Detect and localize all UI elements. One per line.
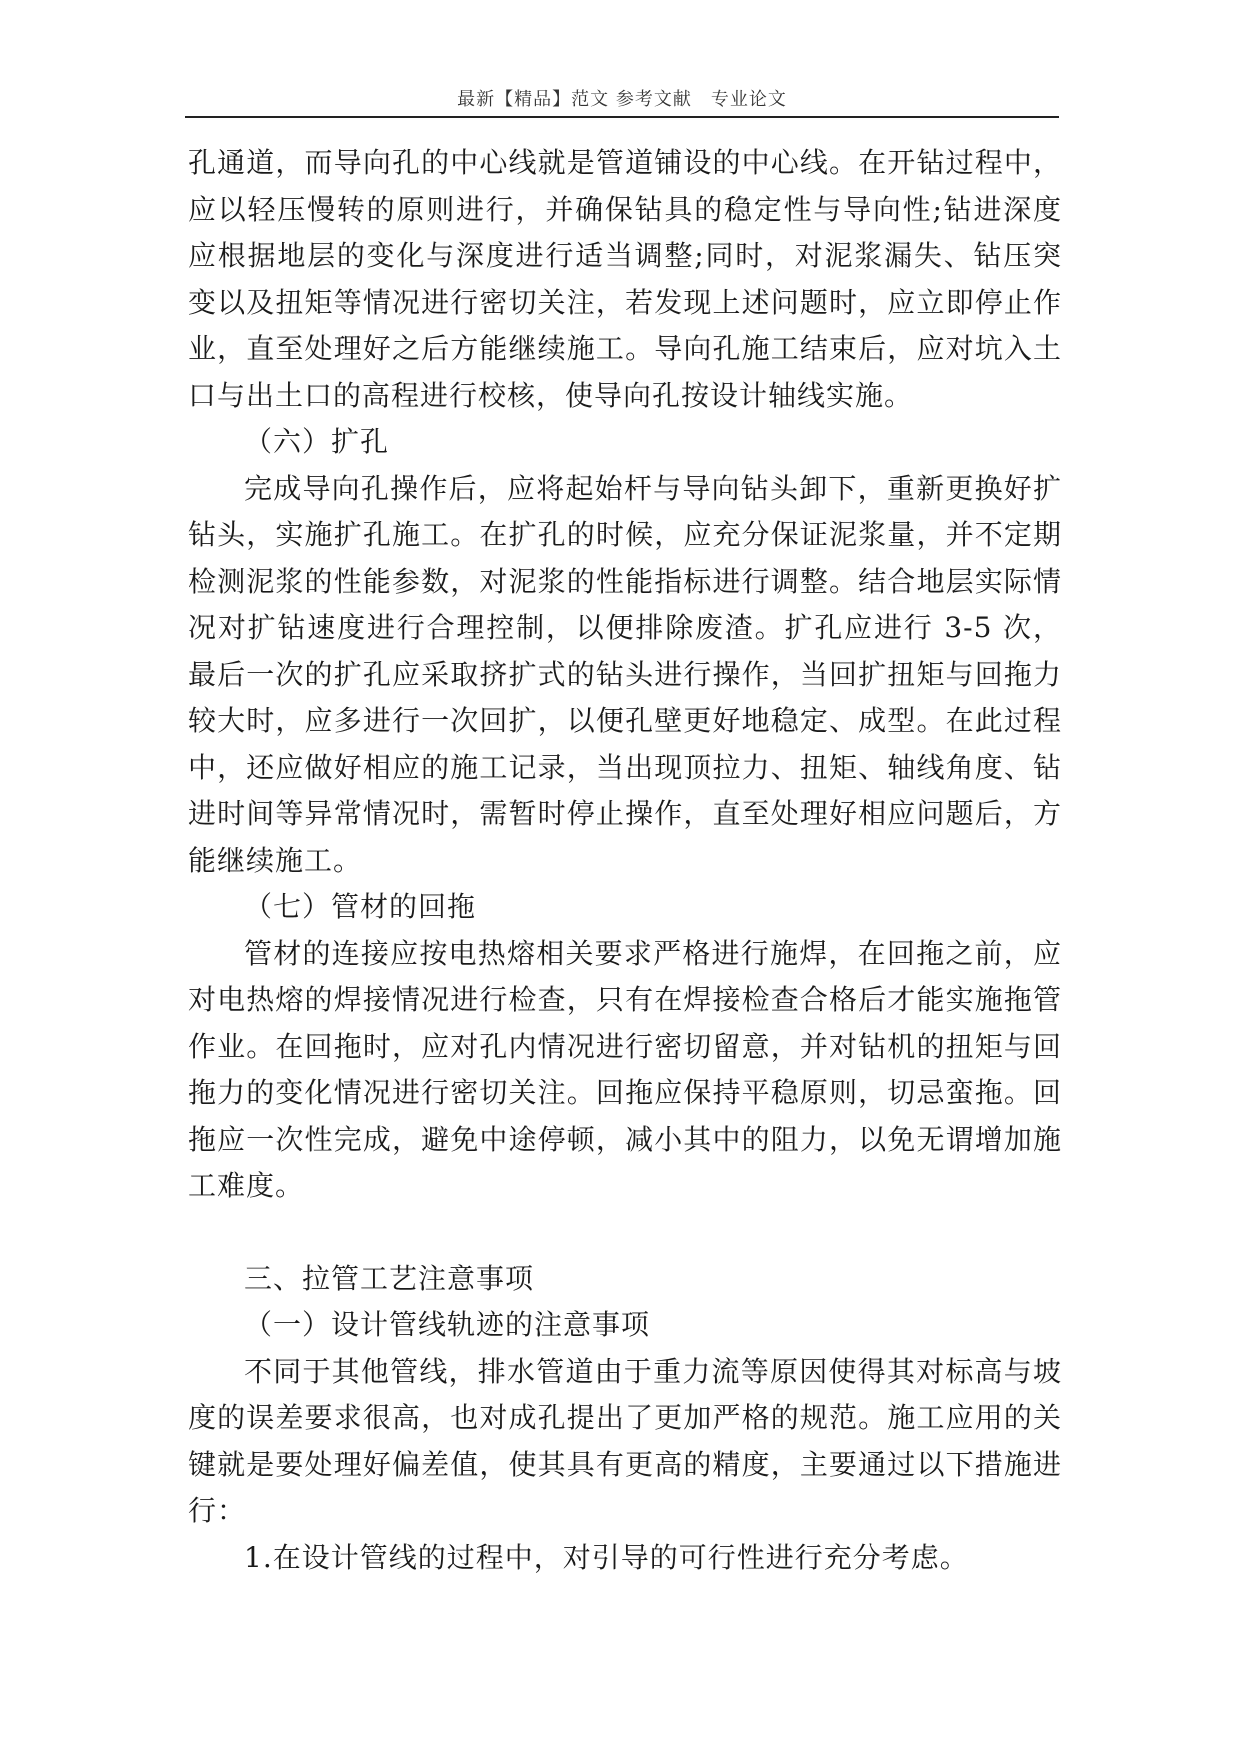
list-item-1: 1.在设计管线的过程中，对引导的可行性进行充分考虑。 (244, 1540, 969, 1574)
running-header: 最新【精品】范文 参考文献 专业论文 (457, 89, 787, 110)
header-rule (185, 116, 1059, 118)
paragraph-trajectory-design: 不同于其他管线，排水管道由于重力流等原因使得其对标高与坡度的误差要求很高，也对成孔提出了更加严格的规范。施工应用的关键就是要处理好偏差值，使其具有更高的精度，主要通过以下措施进行： (188, 1354, 1062, 1527)
section-gap (188, 1210, 1062, 1256)
document-body (188, 140, 1062, 1581)
paragraph-pipe-pullback: 管材的连接应按电热熔相关要求严格进行施焊，在回拖之前，应对电热熔的焊接情况进行检查，只有在焊接检查合格后才能实施拖管作业。在回拖时，应对孔内情况进行密切留意，并对钻机的扭矩与回拖力的变化情况进行密切关注。回拖应保持平稳原则，切忌蛮拖。回拖应一次性完成，避免中途停顿，减小其中的阻力，以免无谓增加施工难度。 (188, 936, 1062, 1202)
paragraph-guide-hole-continued: 孔通道，而导向孔的中心线就是管道铺设的中心线。在开钻过程中，应以轻压慢转的原则进行，并确保钻具的稳定性与导向性;钻进深度应根据地层的变化与深度进行适当调整;同时，对泥浆漏失、钻压突变以及扭矩等情况进行密切关注，若发现上述问题时，应立即停止作业，直至处理好之后方能继续施工。导向孔施工结束后，应对坑入土口与出土口的高程进行校核，使导向孔按设计轴线实施。 (188, 146, 1062, 412)
heading-pipe-pullback: （七）管材的回拖 (244, 890, 477, 923)
paragraph-reaming: 完成导向孔操作后，应将起始杆与导向钻头卸下，重新更换好扩钻头，实施扩孔施工。在扩孔的时候，应充分保证泥浆量，并不定期检测泥浆的性能参数，对泥浆的性能指标进行调整。结合地层实际情况对扩钻速度进行合理控制，以便排除废渣。扩孔应进行 3-5 次，最后一次的扩孔应采取挤扩式的钻头进行操作，当回扩扭矩与回拖力较大时，应多进行一次回扩，以便孔壁更好地稳定、成型。在此过程中，还应做好相应的施工记录，当出现顶拉力、扭矩、轴线角度、钻进时间等异常情况时，需暂时停止操作，直至处理好相应问题后，方能继续施工。 (188, 471, 1062, 877)
heading-trajectory-design: （一）设计管线轨迹的注意事项 (244, 1308, 651, 1341)
section-heading-precautions: 三、拉管工艺注意事项 (244, 1261, 535, 1295)
heading-reaming: （六）扩孔 (244, 425, 390, 458)
